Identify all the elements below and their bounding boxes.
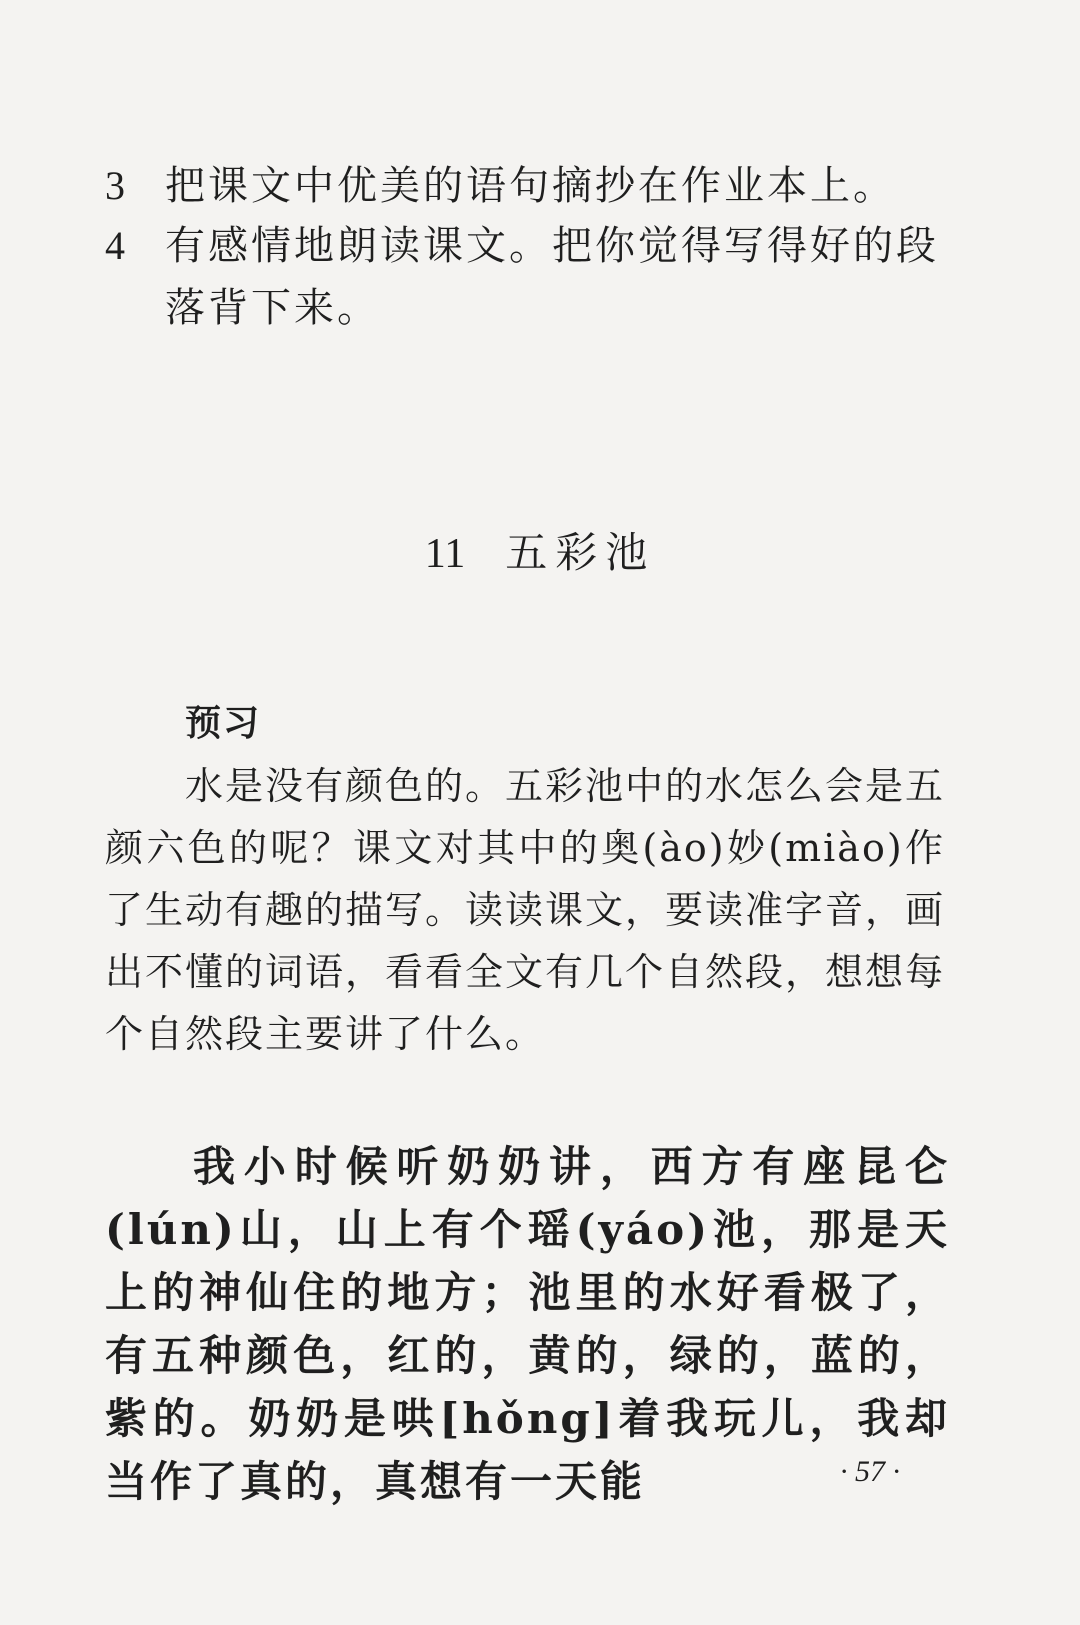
lesson-title xyxy=(0,520,1080,580)
exercise-item-3 xyxy=(105,155,975,217)
exercise-number: 4 xyxy=(105,223,128,268)
lesson-number: 11 xyxy=(424,531,466,577)
exercise-text: 有感情地朗读课文。把你觉得写得好的段落背下来。 xyxy=(165,223,939,331)
lesson-name: 五彩池 xyxy=(505,528,656,577)
preview-paragraph: 水是没有颜色的。五彩池中的水怎么会是五颜六色的呢？课文对其中的奥(ào)妙(miào)作了生动有趣的描写。读读课文，要读准字音，画出不懂的词语，看看全文有几个自然段，想想每个自然段主要讲了什么。 xyxy=(105,764,946,1056)
exercise-item-4 xyxy=(105,215,975,339)
page-number: · 57 · xyxy=(840,1455,900,1488)
exercise-text: 把课文中优美的语句摘抄在作业本上。 xyxy=(165,163,896,209)
body-paragraph: 我小时候听奶奶讲，西方有座昆仑(lún)山，山上有个瑶(yáo)池，那是天上的神仙住的地方；池里的水好看极了，有五种颜色，红的，黄的，绿的，蓝的，紫的。奶奶是哄[hǒng]着我玩儿，我却当作了真的，真想有一天能 xyxy=(105,1142,950,1506)
preview-heading: 预习 xyxy=(185,703,262,744)
exercise-number: 3 xyxy=(105,163,128,208)
